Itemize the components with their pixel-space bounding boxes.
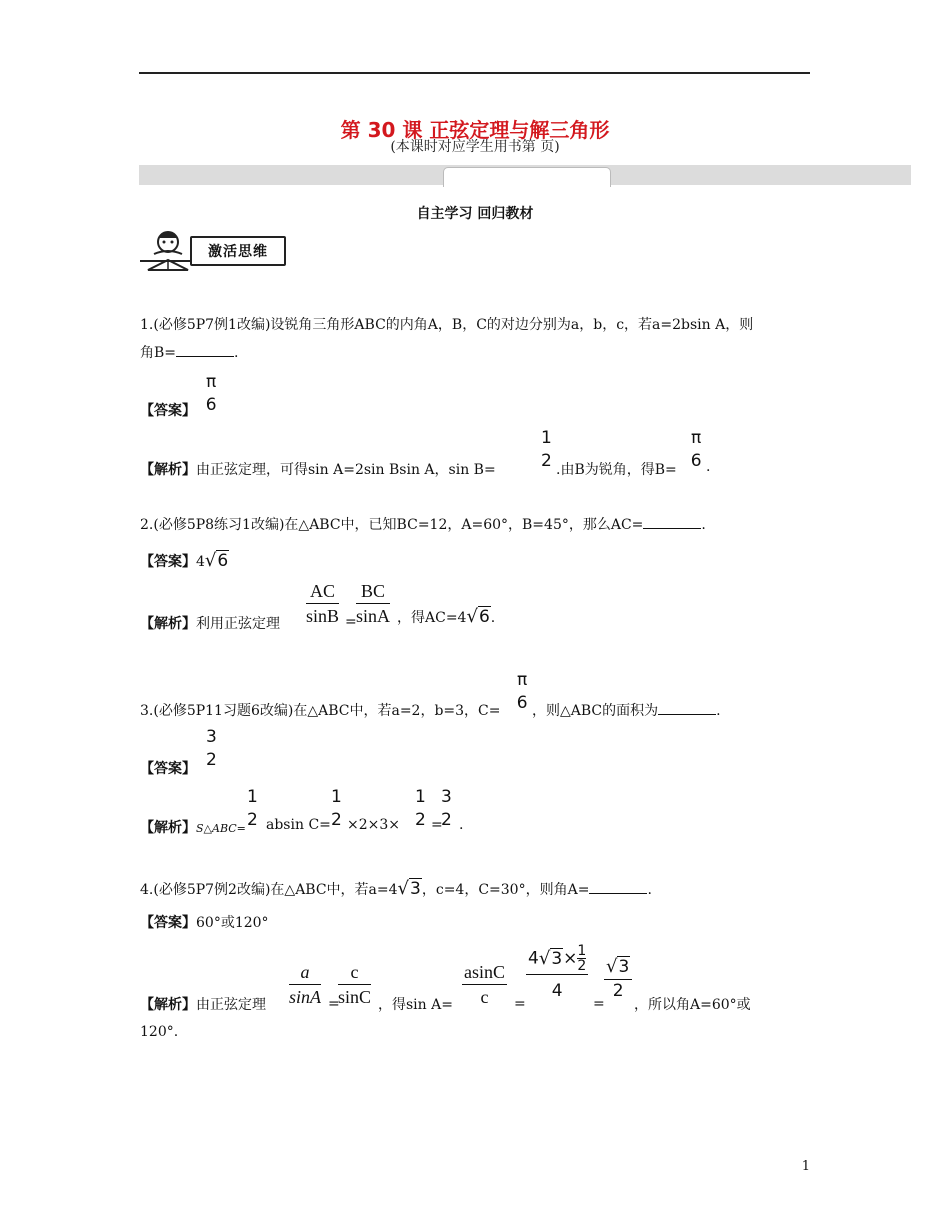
solution-text-c: . [490, 610, 496, 626]
fraction-denominator: sinB [306, 606, 340, 626]
fraction [604, 958, 632, 1000]
fraction-denominator: 2 [577, 958, 587, 974]
fraction-denominator: sinA [289, 987, 322, 1007]
fraction [462, 963, 507, 1006]
fraction [245, 789, 260, 829]
section-tab [443, 167, 611, 187]
sqrt-arg: 6 [217, 551, 229, 571]
sqrt: √3 [606, 956, 630, 977]
fraction [356, 582, 390, 625]
fraction [413, 789, 428, 829]
fraction [329, 789, 344, 829]
fraction-numerator: 1 [415, 787, 426, 807]
fraction-numerator [604, 958, 632, 980]
sqrt-arg: 3 [618, 957, 630, 977]
answer-value: 60°或120° [196, 915, 269, 931]
solution-3-mid: absin C= [266, 817, 331, 833]
equals-sign: = [514, 996, 526, 1012]
equals-sign: = [328, 996, 340, 1012]
activate-thinking-badge [140, 226, 285, 274]
solution-4-text-d: 120°. [140, 1024, 179, 1040]
fraction-numerator: a [289, 963, 321, 985]
question-1-text2: 角B= [140, 345, 177, 361]
solution-4-text-b: ，得sin A= [378, 997, 453, 1013]
section-heading: 自主学习 回归教材 [416, 206, 534, 222]
fraction [289, 963, 321, 1006]
question-2-text: 2.(必修5P8练习1改编)在△ABC中，已知BC=12，A=60°，B=45°，那么AC= [140, 517, 644, 533]
solution-label: 【解析】 [140, 997, 196, 1013]
lesson-subtitle: (本课时对应学生用书第 页) [390, 139, 560, 155]
coef: 4 [528, 948, 539, 969]
equals-sign: = [345, 614, 357, 630]
solution-3-end: . [459, 817, 464, 833]
page-number: 1 [801, 1159, 810, 1174]
fraction-numerator: 1 [247, 787, 258, 807]
fraction-numerator: BC [356, 582, 390, 604]
question-2: 2.(必修5P8练习1改编)在△ABC中，已知BC=12，A=60°，B=45°，那么AC= . [140, 517, 706, 533]
fraction-denominator: 6 [690, 451, 702, 471]
fraction-denominator: 2 [415, 810, 426, 830]
answer-label: 【答案】 [140, 915, 196, 931]
half-fraction [577, 944, 586, 973]
fraction-denominator: 4 [551, 981, 563, 1001]
top-rule [139, 72, 810, 74]
solution-text-c: . [706, 459, 711, 475]
fraction-numerator: π [517, 670, 528, 690]
lesson-title: 第 30 课 正弦定理与解三角形 [340, 118, 610, 142]
answer-label: 【答案】 [140, 403, 196, 419]
fraction-denominator: 6 [205, 395, 217, 415]
fraction-denominator: 2 [206, 750, 217, 770]
badge-label: 激活思维 [208, 244, 268, 260]
solution-2-result [397, 606, 495, 627]
sqrt-arg: 6 [478, 607, 490, 627]
solution-text-b: .由B为锐角，得B= [556, 462, 677, 478]
fraction [306, 582, 339, 625]
fraction [515, 672, 529, 712]
question-3-a: 3.(必修5P11习题6改编)在△ABC中，若a=2，b=3，C= [140, 703, 501, 719]
answer-label: 【答案】 [140, 554, 196, 570]
fraction-numerator: π [691, 428, 702, 448]
fraction [539, 430, 554, 470]
answer-blank [643, 516, 701, 529]
fraction [439, 789, 454, 829]
answer-coef: 4 [196, 554, 205, 570]
sqrt: √6 [466, 606, 490, 627]
answer-2 [140, 550, 229, 571]
fraction-denominator: 2 [541, 451, 552, 471]
fraction-numerator: c [338, 963, 371, 985]
question-3-text: ，则△ABC的面积为 [532, 703, 659, 719]
solution-3-times: ×2×3× [347, 817, 401, 833]
question-4-text-b: ，c=4，C=30°，则角A= [421, 882, 590, 898]
fraction-denominator: sinA [356, 606, 391, 626]
fraction-numerator [526, 944, 588, 975]
sqrt: √6 [204, 550, 229, 571]
solution-text: 由正弦定理 [196, 997, 266, 1013]
fraction-numerator: 3 [206, 727, 217, 747]
sqrt-arg: 3 [551, 948, 563, 969]
equals-sign: = [431, 817, 443, 833]
times-sign: × [563, 948, 578, 969]
answer-blank [176, 344, 234, 357]
equals-sign: = [593, 996, 605, 1012]
fraction-denominator: 2 [441, 810, 452, 830]
solution-4 [140, 994, 266, 1014]
fraction-denominator: 2 [247, 810, 258, 830]
answer-fraction [204, 729, 219, 769]
answer-4 [140, 912, 269, 932]
fraction-numerator: 1 [331, 787, 342, 807]
solution-1 [140, 459, 496, 479]
fraction-denominator: 6 [516, 693, 528, 713]
fraction-denominator: c [480, 987, 489, 1007]
fraction-denominator: 2 [331, 810, 342, 830]
answer-blank [589, 881, 647, 894]
fraction-numerator: π [206, 372, 217, 392]
answer-fraction [204, 374, 218, 414]
area-symbol: S△ABC= [196, 822, 246, 835]
question-4: 4.(必修5P7例2改编)在△ABC中，若a=4√3，c=4，C=30°，则角A= . [140, 878, 652, 899]
solution-2-label [140, 613, 280, 633]
solution-3 [140, 817, 246, 837]
fraction-complex [526, 944, 588, 1000]
fraction-numerator: 3 [441, 787, 452, 807]
question-4-text-a: 4.(必修5P7例2改编)在△ABC中，若a=4 [140, 882, 398, 898]
solution-label: 【解析】 [140, 820, 196, 836]
sqrt-arg: 3 [410, 879, 421, 899]
fraction [689, 430, 703, 470]
fraction-numerator: AC [306, 582, 339, 604]
fraction-numerator: 1 [577, 943, 587, 959]
fraction [338, 963, 371, 1006]
solution-label: 【解析】 [140, 462, 196, 478]
sqrt: √3 [397, 878, 421, 899]
fraction-numerator: asinC [462, 963, 507, 985]
fraction-numerator: 1 [541, 428, 552, 448]
fraction-denominator: 2 [612, 981, 624, 1001]
fraction-denominator: sinC [338, 987, 372, 1007]
solution-text: 利用正弦定理 [196, 616, 280, 632]
answer-label: 【答案】 [140, 761, 196, 777]
solution-label: 【解析】 [140, 616, 196, 632]
question-1: 1.(必修5P7例1改编)设锐角三角形ABC的内角A，B，C的对边分别为a，b，c，若a=2bsin A，则 [140, 317, 754, 333]
sqrt: √3 [538, 947, 563, 969]
solution-4-text-c: ，所以角A=60°或 [634, 997, 751, 1013]
answer-blank [658, 702, 716, 715]
solution-text: 由正弦定理，可得sin A=2sin Bsin A，sin B= [196, 462, 496, 478]
question-1-line2: 角B= . [140, 345, 239, 361]
solution-text-b: ，得AC=4 [397, 610, 467, 626]
badge-box [190, 236, 286, 266]
question-3-b: ，则△ABC的面积为 . [532, 703, 721, 719]
